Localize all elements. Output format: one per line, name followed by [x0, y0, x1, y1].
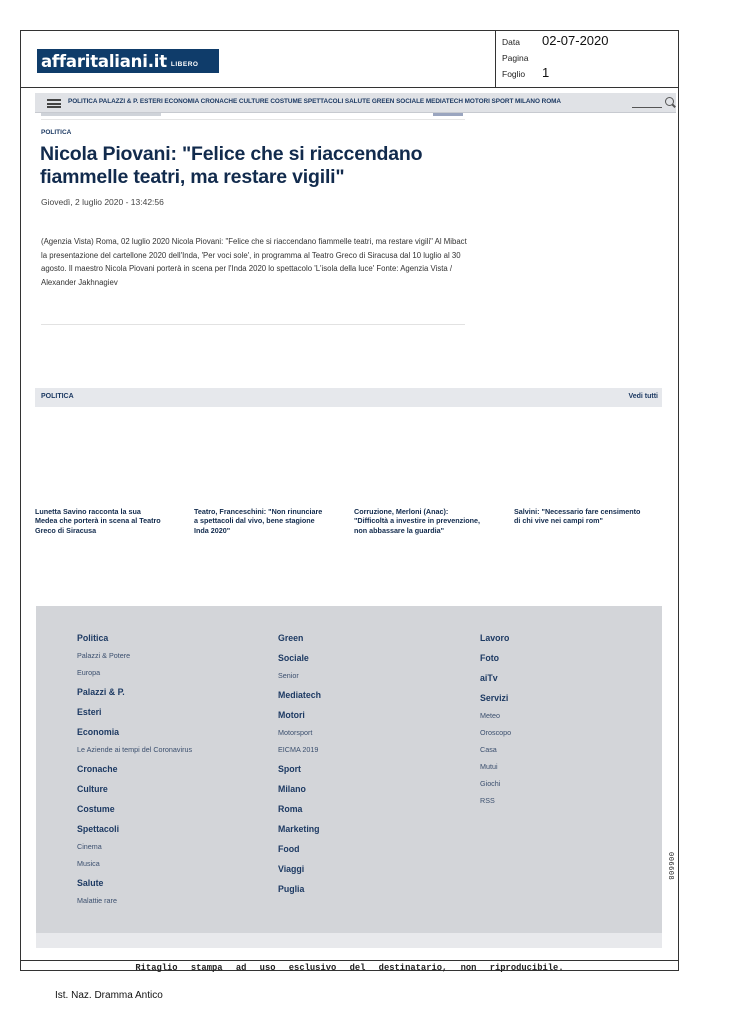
- footer-link-minor[interactable]: Oroscopo: [480, 728, 512, 737]
- logo-sub: LIBERO: [170, 60, 199, 68]
- cropped-banner: [41, 112, 465, 118]
- foglio-label: Foglio: [502, 69, 526, 79]
- footer-link-major[interactable]: Roma: [278, 804, 303, 814]
- main-nav: [35, 93, 676, 113]
- footer-link-major[interactable]: Lavoro: [480, 633, 510, 643]
- footer-link-major[interactable]: Mediatech: [278, 690, 322, 700]
- footer-column: [77, 631, 192, 909]
- site-logo[interactable]: [37, 49, 219, 73]
- data-value: 02-07-2020: [542, 33, 609, 48]
- foglio-value: 1: [542, 65, 550, 80]
- pagina-label: Pagina: [502, 53, 529, 63]
- article-date: Giovedì, 2 luglio 2020 - 13:42:56: [41, 197, 164, 207]
- footer-link-minor[interactable]: EICMA 2019: [278, 745, 319, 754]
- related-section-title[interactable]: POLITICA: [41, 393, 74, 400]
- related-article[interactable]: Lunetta Savino racconta la sua Medea che porterà in scena al Teatro Greco di Siracusa: [35, 507, 161, 535]
- footer-link-minor[interactable]: Palazzi & Potere: [77, 651, 131, 660]
- cropped-logo-shape-right: [433, 112, 463, 116]
- logo-text: affaritaliani.it: [41, 51, 167, 71]
- footer-link-major[interactable]: Green: [278, 633, 304, 643]
- footer-link-major[interactable]: Costume: [77, 804, 115, 814]
- clipping-source: Ist. Naz. Dramma Antico: [55, 990, 163, 1001]
- related-section-bar: [35, 388, 662, 407]
- footer-link-minor[interactable]: Giochi: [480, 779, 501, 788]
- footer-link-minor[interactable]: Meteo: [480, 711, 500, 720]
- footer-link-major[interactable]: Palazzi & P.: [77, 687, 125, 697]
- footer-link-major[interactable]: Politica: [77, 633, 109, 643]
- clipping-code: 006608: [666, 852, 674, 881]
- data-label: Data: [502, 37, 520, 47]
- clipping-meta-box: [495, 31, 678, 88]
- article-body: (Agenzia Vista) Roma, 02 luglio 2020 Nicola Piovani: "Felice che si riaccendano fiammelle teatri, ma restare vigili" Al Mibact la presentazione del cartellone 2020 dell'Inda, 'Per voci sole', in programma al Teatro Greco di Siracusa dal 10 luglio al 30 agosto. Il maestro Nicola Piovani porterà in scena per l'Inda 2020 lo spettacolo 'L'isola della luce' Fonte: Agenzia Vista / Alexander Jakhnagiev: [41, 237, 467, 287]
- footer-link-major[interactable]: Economia: [77, 727, 120, 737]
- related-article[interactable]: Corruzione, Merloni (Anac): "Difficoltà a investire in prevenzione, non abbassare la guardia": [354, 507, 481, 535]
- footer-link-minor[interactable]: Mutui: [480, 762, 498, 771]
- footer-link-major[interactable]: Sport: [278, 764, 301, 774]
- article-end-divider: [41, 324, 465, 325]
- footer-link-major[interactable]: Culture: [77, 784, 108, 794]
- nav-links[interactable]: POLITICA PALAZZI & P. ESTERI ECONOMIA CRONACHE CULTURE COSTUME SPETTACOLI SALUTE GREEN SOCIALE MEDIATECH MOTORI SPORT MILANO ROMA: [68, 98, 561, 105]
- footer-link-major[interactable]: Cronache: [77, 764, 118, 774]
- footer-link-major[interactable]: Foto: [480, 653, 500, 663]
- cropped-logo-shape: [41, 112, 161, 116]
- footer-link-major[interactable]: Spettacoli: [77, 824, 120, 834]
- footer-link-minor[interactable]: Senior: [278, 671, 299, 680]
- footer-column: [480, 631, 511, 809]
- footer-link-minor[interactable]: Musica: [77, 859, 100, 868]
- footer-link-major[interactable]: Esteri: [77, 707, 102, 717]
- footer-link-major[interactable]: Food: [278, 844, 300, 854]
- footer-link-major[interactable]: Motori: [278, 710, 305, 720]
- related-article[interactable]: Teatro, Franceschini: "Non rinunciare a spettacoli dal vivo, bene stagione Inda 2020": [194, 507, 323, 535]
- clipping-disclaimer: Ritaglio stampa ad uso esclusivo del destinatario, non riproducibile.: [21, 960, 678, 973]
- footer-link-major[interactable]: Salute: [77, 878, 104, 888]
- article-title: Nicola Piovani: "Felice che si riaccendano fiammelle teatri, ma restare vigili": [40, 143, 423, 188]
- footer-bottom-strip: [36, 933, 662, 948]
- clipping-header: [21, 31, 678, 88]
- clipping-frame: [20, 30, 679, 971]
- footer-link-major[interactable]: Sociale: [278, 653, 309, 663]
- footer-link-minor[interactable]: Le Aziende ai tempi del Coronavirus: [77, 745, 193, 754]
- footer-link-minor[interactable]: Motorsport: [278, 728, 313, 737]
- see-all-link[interactable]: Vedi tutti: [628, 393, 658, 400]
- footer-link-minor[interactable]: RSS: [480, 796, 495, 805]
- footer-link-major[interactable]: Servizi: [480, 693, 509, 703]
- article-top-divider: [41, 119, 465, 120]
- search-icon[interactable]: [665, 97, 674, 106]
- site-footer: [36, 606, 662, 948]
- menu-icon[interactable]: [47, 99, 61, 108]
- article-section-tag[interactable]: POLITICA: [41, 129, 72, 136]
- search-input[interactable]: [632, 107, 662, 108]
- footer-link-minor[interactable]: Europa: [77, 668, 101, 677]
- footer-link-major[interactable]: Puglia: [278, 884, 305, 894]
- footer-link-major[interactable]: Milano: [278, 784, 306, 794]
- related-article[interactable]: Salvini: "Necessario fare censimento di chi vive nei campi rom": [514, 507, 641, 526]
- footer-link-major[interactable]: aiTv: [480, 673, 498, 683]
- footer-link-major[interactable]: Viaggi: [278, 864, 305, 874]
- footer-column: [278, 631, 321, 898]
- footer-link-major[interactable]: Marketing: [278, 824, 320, 834]
- footer-link-minor[interactable]: Casa: [480, 745, 497, 754]
- footer-link-minor[interactable]: Cinema: [77, 842, 102, 851]
- footer-link-minor[interactable]: Malattie rare: [77, 896, 117, 905]
